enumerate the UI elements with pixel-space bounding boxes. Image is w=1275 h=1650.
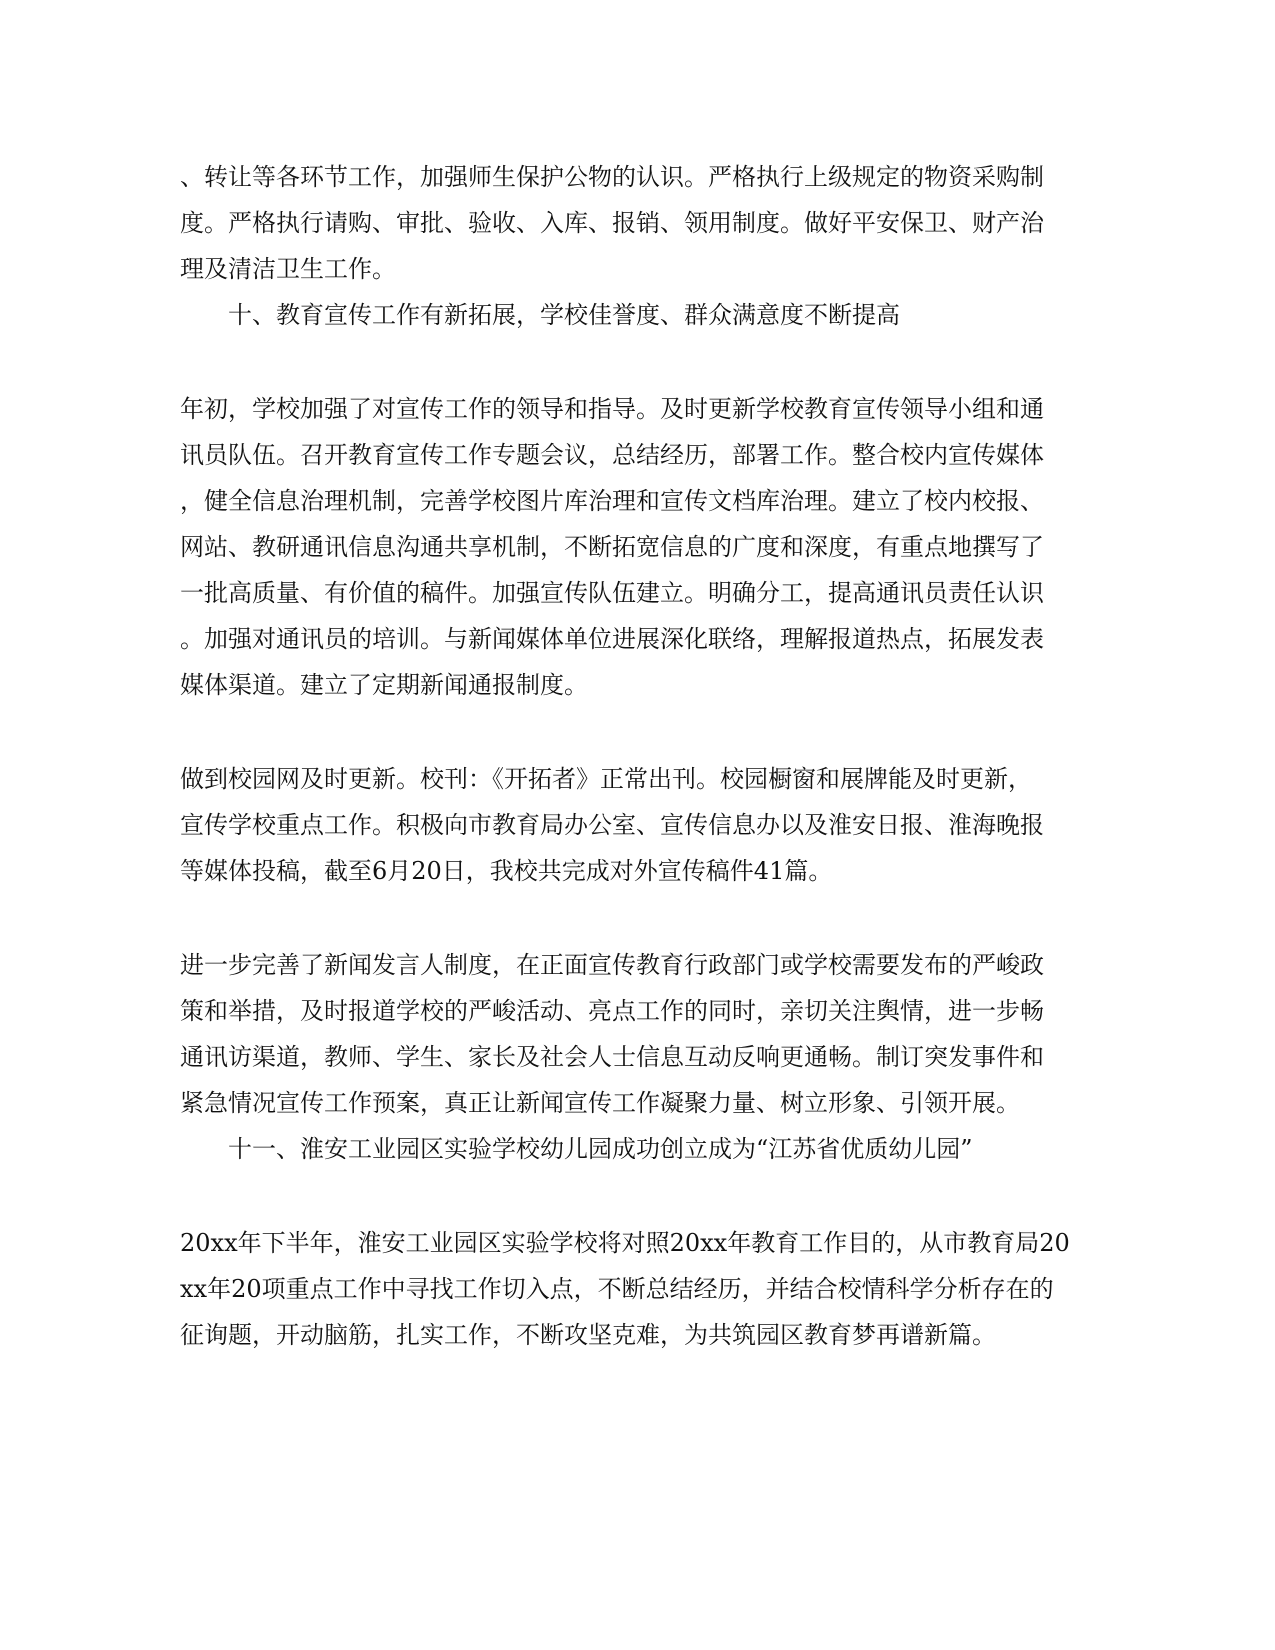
paragraph-line: ，健全信息治理机制，完善学校图片库治理和宣传文档库治理。建立了校内校报、 xyxy=(180,487,1044,515)
paragraph-line: 媒体渠道。建立了定期新闻通报制度。 xyxy=(180,671,588,699)
paragraph-line: 等媒体投稿，截至6月20日，我校共完成对外宣传稿件41篇。 xyxy=(180,857,833,885)
paragraph-line: 、转让等各环节工作，加强师生保护公物的认识。严格执行上级规定的物资采购制 xyxy=(180,163,1044,191)
section-heading: 十、教育宣传工作有新拓展，学校佳誉度、群众满意度不断提高 xyxy=(228,301,900,329)
paragraph-line: 紧急情况宣传工作预案，真正让新闻宣传工作凝聚力量、树立形象、引领开展。 xyxy=(180,1089,1020,1117)
paragraph-line: 年初，学校加强了对宣传工作的领导和指导。及时更新学校教育宣传领导小组和通 xyxy=(180,395,1044,423)
paragraph-line: 度。严格执行请购、审批、验收、入库、报销、领用制度。做好平安保卫、财产治 xyxy=(180,209,1044,237)
paragraph-line: 一批高质量、有价值的稿件。加强宣传队伍建立。明确分工，提高通讯员责任认识 xyxy=(180,579,1044,607)
paragraph-line: 通讯访渠道，教师、学生、家长及社会人士信息互动反响更通畅。制订突发事件和 xyxy=(180,1043,1044,1071)
paragraph-line: 宣传学校重点工作。积极向市教育局办公室、宣传信息办以及淮安日报、淮海晚报 xyxy=(180,811,1044,839)
paragraph-line: 做到校园网及时更新。校刊：《开拓者》正常出刊。校园橱窗和展牌能及时更新， xyxy=(180,765,1032,793)
paragraph-line: 讯员队伍。召开教育宣传工作专题会议，总结经历，部署工作。整合校内宣传媒体 xyxy=(180,441,1044,469)
paragraph-line: xx年20项重点工作中寻找工作切入点，不断总结经历，并结合校情科学分析存在的 xyxy=(180,1275,1054,1303)
paragraph-line: 网站、教研通讯信息沟通共享机制，不断拓宽信息的广度和深度，有重点地撰写了 xyxy=(180,533,1044,561)
paragraph-line: 进一步完善了新闻发言人制度，在正面宣传教育行政部门或学校需要发布的严峻政 xyxy=(180,951,1044,979)
paragraph-line: 理及清洁卫生工作。 xyxy=(180,255,396,283)
paragraph-line: 策和举措，及时报道学校的严峻活动、亮点工作的同时，亲切关注舆情，进一步畅 xyxy=(180,997,1044,1025)
paragraph-line: 。加强对通讯员的培训。与新闻媒体单位进展深化联络，理解报道热点，拓展发表 xyxy=(180,625,1044,653)
section-heading: 十一、淮安工业园区实验学校幼儿园成功创立成为“江苏省优质幼儿园” xyxy=(228,1135,973,1163)
paragraph-line: 20xx年下半年，淮安工业园区实验学校将对照20xx年教育工作目的，从市教育局20 xyxy=(180,1229,1070,1257)
paragraph-line: 征询题，开动脑筋，扎实工作，不断攻坚克难，为共筑园区教育梦再谱新篇。 xyxy=(180,1321,996,1349)
